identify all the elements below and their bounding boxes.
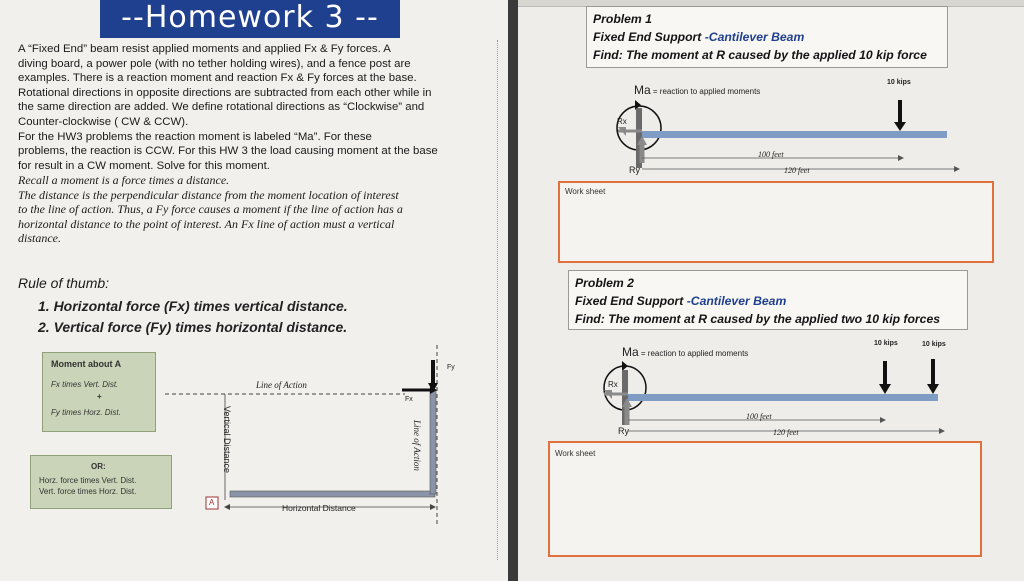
problem2-dist1: 100 feet	[746, 412, 772, 421]
horizontal-distance-label: Horizontal Distance	[282, 503, 356, 513]
moment-box-heading: Moment about A	[51, 359, 122, 369]
problem2-rx: Rx	[608, 380, 618, 389]
rule-item: 2. Vertical force (Fy) times horizontal distance.	[38, 319, 348, 335]
rule-of-thumb-title: Rule of thumb:	[18, 275, 110, 291]
intro-line: the same direction are added. We define rotational directions as “Clockwise” and	[18, 101, 425, 114]
line-of-action-h-label: Line of Action	[256, 380, 307, 390]
problem1-ry: Ry	[629, 165, 640, 175]
intro-line: for result in a CW moment. Solve for this moment.	[18, 159, 270, 172]
intro-line: For the HW3 problems the reaction moment is labeled “Ma”. For these	[18, 130, 372, 143]
italic-line: The distance is the perpendicular distance from the moment location of interest	[18, 187, 399, 202]
line-of-action-v-label: Line of Action	[412, 420, 422, 471]
italic-line: to the line of action. Thus, a Fy force causes a moment if the line of action has a	[18, 202, 403, 217]
moment-diagram	[0, 0, 508, 581]
problem2-ma-label: Ma	[622, 345, 639, 359]
or-box-heading: OR:	[91, 462, 106, 471]
problem2-support-type: -Cantilever Beam	[686, 294, 787, 308]
intro-line: examples. There is a reaction moment and reaction Fx & Fy forces at the base.	[18, 72, 417, 85]
problem2-load2-label: 10 kips	[922, 341, 946, 348]
intro-line: Counter-clockwise ( CW & CCW).	[18, 115, 189, 128]
problem1-dist2: 120 feet	[784, 166, 810, 175]
problem2-worksheet[interactable]	[548, 441, 982, 557]
vertical-member	[430, 390, 436, 494]
problem2-dist2: 120 feet	[773, 428, 799, 437]
rule-item: 1. Horizontal force (Fx) times vertical distance.	[38, 298, 348, 314]
problem1-title: Problem 1	[593, 12, 652, 26]
vertical-distance-label: Vertical Distance	[222, 406, 232, 474]
fx-label: Fx	[405, 396, 413, 403]
intro-line: problems, the reaction is CCW. For this HW 3 the load causing moment at the base	[18, 145, 438, 158]
problem2-load1-label: 10 kips	[874, 340, 898, 347]
intro-line: Rotational directions in opposite directions are subtracted from each other while in	[18, 86, 432, 99]
point-a-label: A	[209, 498, 215, 507]
intro-line: A “Fixed End” beam resist applied moments and applied Fx & Fy forces. A	[18, 43, 391, 55]
problem2-title: Problem 2	[575, 276, 634, 290]
problem1-find: Find: The moment at R caused by the applied 10 kip force	[593, 48, 927, 62]
problem2-ma-note: = reaction to applied moments	[638, 349, 749, 358]
or-box-line2: Vert. force times Horz. Dist.	[39, 487, 137, 496]
homework-title: --Homework 3 --	[100, 0, 400, 38]
problem2-support: Fixed End Support	[575, 294, 687, 308]
problem1-ma-label: Ma	[634, 83, 651, 97]
problem1-support-type: -Cantilever Beam	[704, 30, 805, 44]
problem1-rx: Rx	[617, 117, 627, 126]
problem1-support: Fixed End Support	[593, 30, 705, 44]
italic-line: distance.	[18, 230, 61, 245]
problem1-worksheet-label: Work sheet	[565, 187, 606, 196]
problem1-ma-note: = reaction to applied moments	[650, 87, 761, 96]
intro-line: diving board, a power pole (with no tether holding wires), and a fence post are	[18, 57, 411, 70]
page-edge	[497, 40, 504, 560]
problem1-dist1: 100 feet	[758, 150, 784, 159]
right-page	[518, 0, 1024, 581]
problem1-load-label: 10 kips	[887, 79, 911, 86]
moment-box-line1: Fx times Vert. Dist.	[51, 380, 119, 389]
problem2-beam	[628, 394, 938, 401]
or-box-line1: Horz. force times Vert. Dist.	[39, 476, 137, 485]
horizontal-member	[230, 491, 435, 497]
italic-line: Recall a moment is a force times a distance.	[18, 173, 230, 188]
moment-box-plus: +	[97, 392, 102, 401]
moment-box-line2: Fy times Horz. Dist.	[51, 408, 121, 417]
italic-line: horizontal distance to the point of interest. An Fx line of action must a vertical	[18, 216, 395, 231]
left-page	[0, 0, 508, 581]
problem2-worksheet-label: Work sheet	[555, 449, 596, 458]
problem2-find: Find: The moment at R caused by the applied two 10 kip forces	[575, 312, 941, 326]
problem2-ry: Ry	[618, 426, 629, 436]
fy-label: Fy	[447, 364, 455, 371]
